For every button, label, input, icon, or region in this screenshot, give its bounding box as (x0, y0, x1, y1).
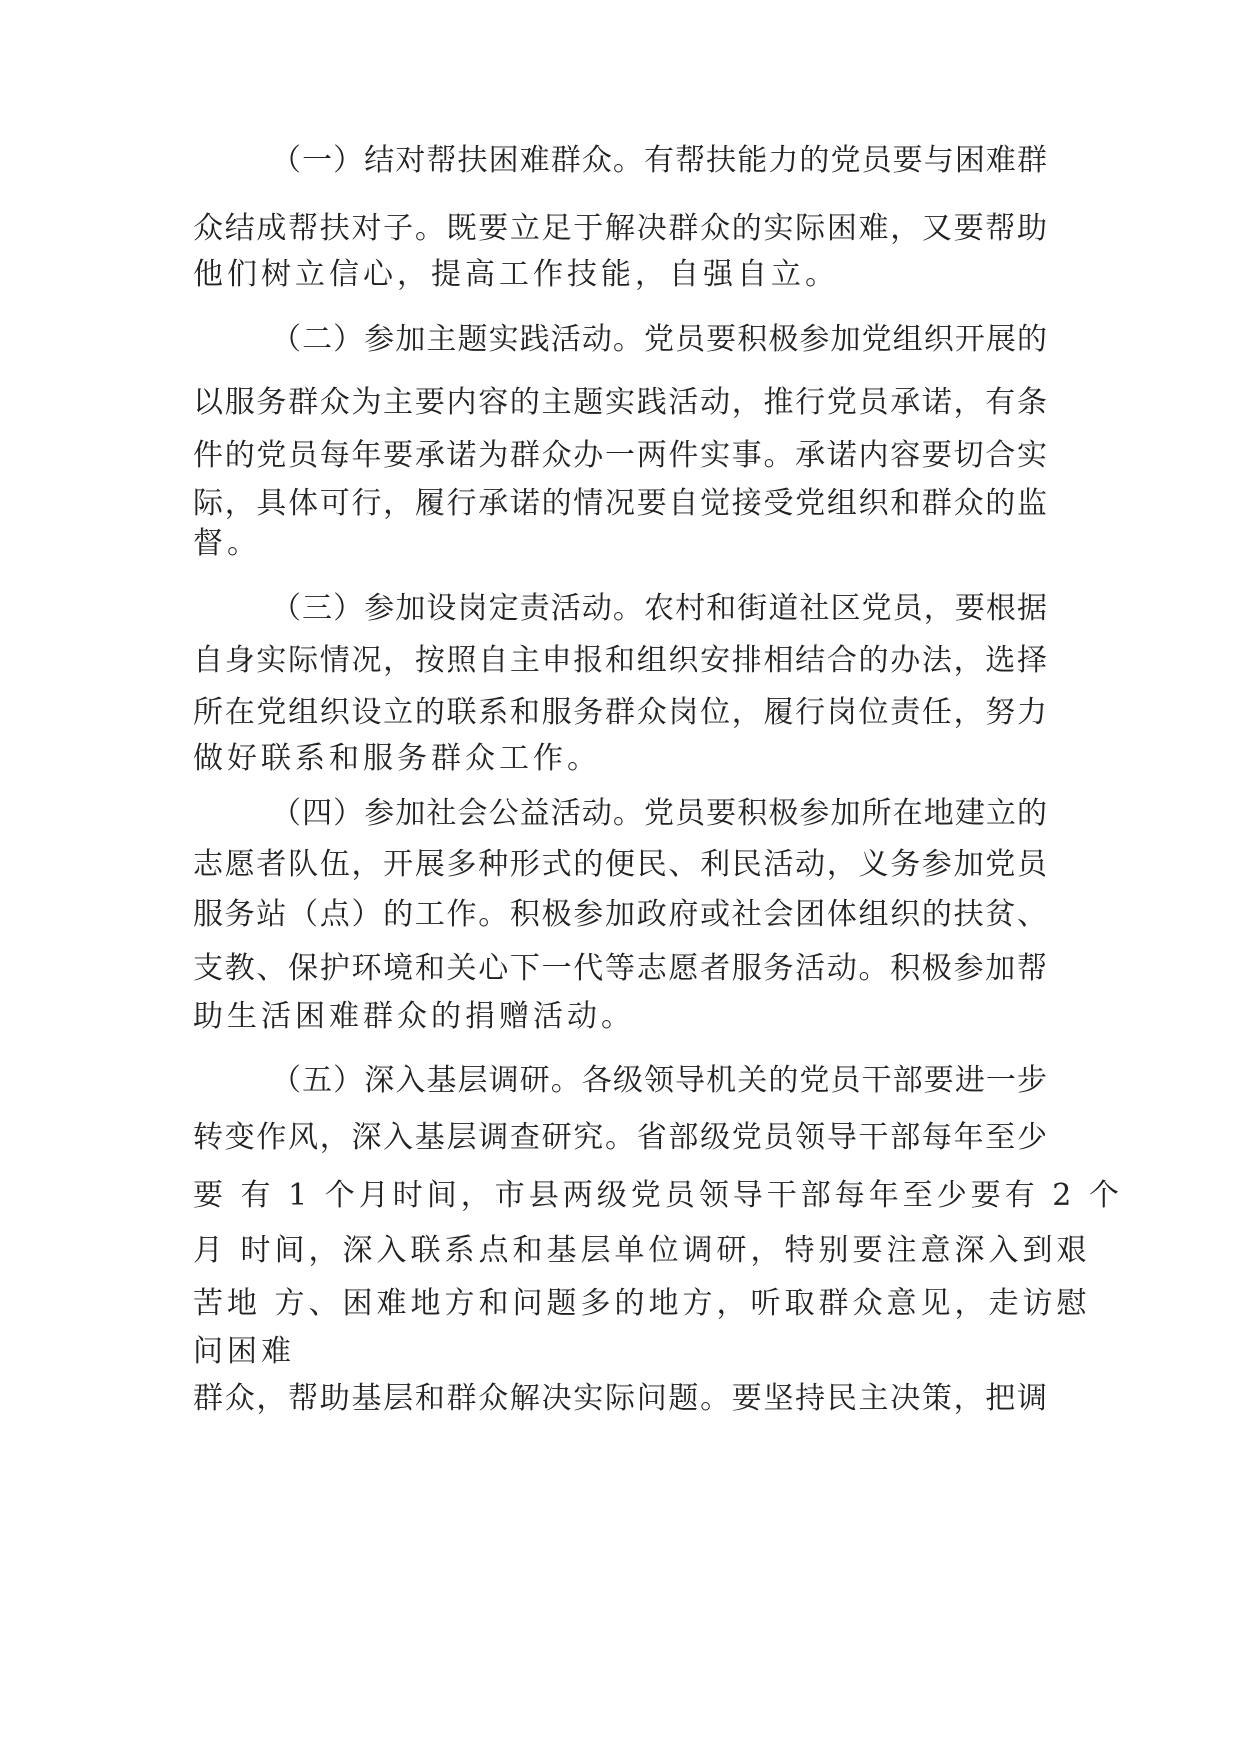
paragraph-3-line-3: 所在党组织设立的联系和服务群众岗位，履行岗位责任，努力 (193, 695, 1047, 730)
paragraph-3-line-1: （三）参加设岗定责活动。农村和街道社区党员，要根据 (271, 591, 1047, 626)
paragraph-3-line-2: 自身实际情况，按照自主申报和组织安排相结合的办法，选择 (193, 643, 1047, 678)
paragraph-2-line-3: 件的党员每年要承诺为群众办一两件实事。承诺内容要切合实 (193, 438, 1047, 473)
paragraph-5-line-3: 要 有 1 个月时间，市县两级党员领导干部每年至少要有 2 个 (193, 1178, 1123, 1213)
paragraph-4-line-2: 志愿者队伍，开展多种形式的便民、利民活动，义务参加党员 (193, 847, 1047, 882)
paragraph-5-line-4: 月 时间，深入联系点和基层单位调研，特别要注意深入到艰 (193, 1233, 1091, 1268)
paragraph-1-line-3: 他们树立信心，提高工作技能，自强自立。 (193, 257, 839, 292)
paragraph-2-line-2: 以服务群众为主要内容的主题实践活动，推行党员承诺，有条 (193, 385, 1047, 420)
paragraph-1-line-2: 众结成帮扶对子。既要立足于解决群众的实际困难，又要帮助 (193, 211, 1047, 246)
paragraph-2-line-4: 际，具体可行，履行承诺的情况要自觉接受党组织和群众的监 (193, 486, 1047, 521)
paragraph-4-line-1: （四）参加社会公益活动。党员要积极参加所在地建立的 (271, 796, 1047, 831)
paragraph-4-line-4: 支教、保护环境和关心下一代等志愿者服务活动。积极参加帮 (193, 951, 1047, 986)
paragraph-5-line-5: 苦地 方、困难地方和问题多的地方，听取群众意见，走访慰 (193, 1286, 1091, 1321)
paragraph-2-line-1: （二）参加主题实践活动。党员要积极参加党组织开展的 (271, 322, 1047, 357)
paragraph-3-line-4: 做好联系和服务群众工作。 (193, 741, 601, 776)
paragraph-2-line-5: 督。 (193, 526, 261, 561)
paragraph-4-line-5: 助生活困难群众的捐赠活动。 (193, 999, 635, 1034)
paragraph-5-line-6: 问困难 (193, 1334, 295, 1369)
paragraph-5-line-2: 转变作风，深入基层调查研究。省部级党员领导干部每年至少 (193, 1120, 1047, 1155)
paragraph-5-line-7: 群众，帮助基层和群众解决实际问题。要坚持民主决策，把调 (193, 1381, 1047, 1416)
paragraph-4-line-3: 服务站（点）的工作。积极参加政府或社会团体组织的扶贫、 (193, 897, 1047, 932)
paragraph-5-line-1: （五）深入基层调研。各级领导机关的党员干部要进一步 (271, 1063, 1047, 1098)
paragraph-1-line-1: （一）结对帮扶困难群众。有帮扶能力的党员要与困难群 (271, 143, 1047, 178)
